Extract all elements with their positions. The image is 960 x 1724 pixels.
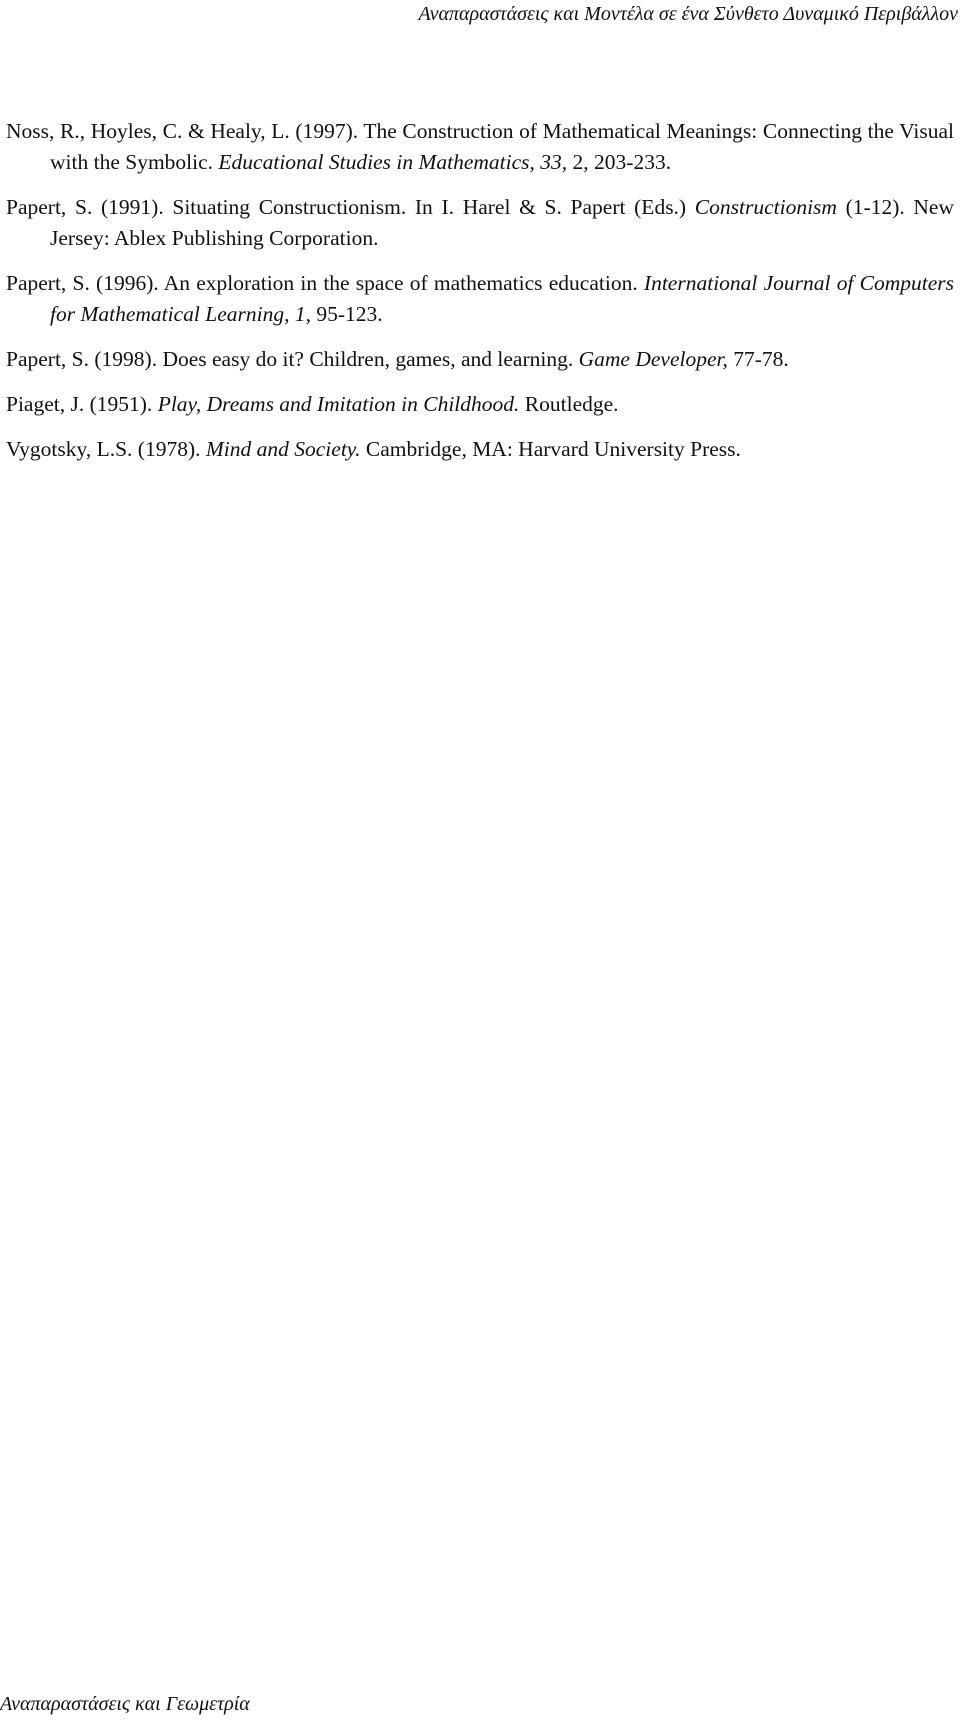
reference-text: Noss, R., Hoyles, C. & Healy, L. (1997). The Construction of Mathematical Meanings: Connecting the Visual with the Symbolic. [6,119,954,174]
reference-source: Game Developer, [578,347,728,371]
running-header: Αναπαραστάσεις και Μοντέλα σε ένα Σύνθετο Δυναμικό Περιβάλλον [418,3,958,25]
reference-source: Constructionism [694,195,837,219]
reference-text: Vygotsky, L.S. (1978). [6,437,206,461]
reference-item [6,192,954,254]
reference-details: (1-12). New Jersey: Ablex Publishing Corporation. [50,195,954,250]
reference-item [6,434,954,465]
reference-source: International Journal of Computers for Mathematical Learning, 1, [50,271,954,326]
reference-text: Piaget, J. (1951). [6,392,158,416]
running-footer: Αναπαραστάσεις και Γεωμετρία [0,1693,250,1715]
reference-details: 77-78. [727,347,789,371]
reference-source: Play, Dreams and Imitation in Childhood. [157,392,520,416]
reference-list [6,116,954,479]
reference-item [6,389,954,420]
reference-item [6,116,954,178]
reference-text: Papert, S. (1996). An exploration in the space of mathematics education. [6,271,644,295]
reference-details: 2, 203-233. [567,150,672,174]
reference-text: Papert, S. (1998). Does easy do it? Children, games, and learning. [6,347,579,371]
reference-text: Papert, S. (1991). Situating Constructionism. In I. Harel & S. Papert (Eds.) [6,195,695,219]
reference-details: 95-123. [310,302,383,326]
reference-item [6,344,954,375]
reference-source: Mind and Society. [205,437,361,461]
reference-details: Cambridge, MA: Harvard University Press. [360,437,741,461]
reference-details: Routledge. [519,392,619,416]
reference-source: Educational Studies in Mathematics, 33, [218,150,568,174]
reference-item [6,268,954,330]
